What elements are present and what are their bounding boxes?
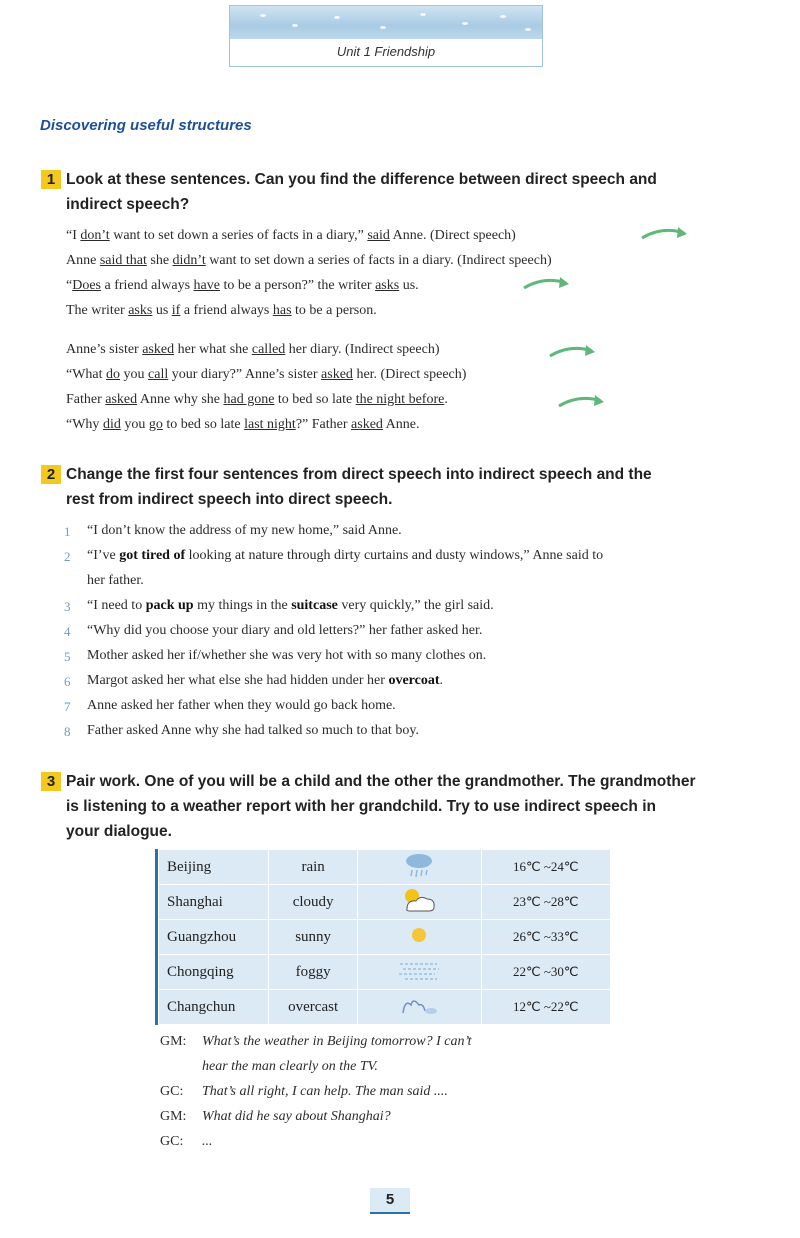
exercise-3-heading-line-1: Pair work. One of you will be a child and the other the grandmother. The grandmother (66, 773, 696, 790)
underlined-word: said that (99, 253, 147, 268)
sentence-text: “What (66, 367, 107, 382)
list-item (87, 523, 402, 539)
keyword: suitcase (291, 598, 338, 613)
speaker-label: GM: (160, 1034, 187, 1049)
exercise-2-number: 2 (41, 465, 61, 484)
underlined-word: if (171, 303, 181, 318)
city-cell: Chongqing (159, 955, 269, 990)
keyword: overcoat (388, 673, 440, 688)
green-arrow-icon (640, 224, 690, 244)
speaker-label: GC: (160, 1134, 184, 1149)
table-row (159, 920, 611, 955)
sentence-text: Father (66, 392, 106, 407)
underlined-word: asked (351, 417, 383, 432)
overcast-icon (399, 1005, 439, 1021)
underlined-word: called (251, 342, 286, 357)
item-text: “I don’t know the address of my new home,” said Anne. (87, 523, 402, 538)
item-number: 1 (64, 524, 71, 539)
temperature-cell: 26℃ ~33℃ (481, 920, 610, 955)
item-text: looking at nature through dirty curtains and dusty windows,” Anne said to (185, 548, 604, 563)
sentence-text: you (120, 417, 149, 432)
underlined-word: last night (244, 417, 296, 432)
sun-cloud-icon (399, 901, 439, 917)
exercise-2-heading-line-2: rest from indirect speech into direct speech. (66, 491, 393, 508)
section-title: Discovering useful structures (40, 117, 252, 134)
dialogue-line: What did he say about Shanghai? (202, 1109, 391, 1124)
green-arrow-icon (548, 342, 598, 362)
icon-cell (357, 850, 481, 885)
sentence-text: her. (Direct speech) (352, 367, 467, 382)
icon-cell (357, 955, 481, 990)
sentence-text: a friend always (101, 278, 194, 293)
sentence-text: a friend always (180, 303, 273, 318)
item-number: 4 (64, 624, 71, 639)
item-text: Margot asked her what else she had hidden under her (87, 673, 389, 688)
exercise-3-heading-line-2: is listening to a weather report with her grandchild. Try to use indirect speech in (66, 798, 656, 815)
underlined-word: didn’t (172, 253, 206, 268)
weather-cell: sunny (269, 920, 357, 955)
underlined-word: asked (142, 342, 175, 357)
item-text: “I need to (87, 598, 146, 613)
exercise-3-heading-line-3: your dialogue. (66, 823, 172, 840)
list-item (87, 698, 396, 714)
weather-cell: overcast (269, 990, 357, 1025)
item-text: my things in the (193, 598, 292, 613)
dialogue-line: That’s all right, I can help. The man said .... (202, 1084, 448, 1099)
underlined-word: asks (375, 278, 400, 293)
list-item (87, 598, 494, 614)
sentence-text: us (152, 303, 172, 318)
table-row (159, 850, 611, 885)
temperature-cell: 23℃ ~28℃ (481, 885, 610, 920)
sentence-text: Anne why she (137, 392, 224, 407)
sentence-text: . (444, 392, 448, 407)
sentence-text: you (120, 367, 149, 382)
item-text: Father asked Anne why she had talked so much to that boy. (87, 723, 419, 738)
temperature-cell: 12℃ ~22℃ (481, 990, 610, 1025)
weather-cell: foggy (269, 955, 357, 990)
dialogue-line: hear the man clearly on the TV. (202, 1059, 378, 1074)
sentence-text: Anne. (382, 417, 420, 432)
weather-cell: cloudy (269, 885, 357, 920)
sentence-text: her diary. (Indirect speech) (285, 342, 440, 357)
item-number: 6 (64, 674, 71, 689)
sentence-text: ?” Father (295, 417, 352, 432)
temperature-cell: 16℃ ~24℃ (481, 850, 610, 885)
sentence-text: to be a person?” the writer (219, 278, 376, 293)
water-drops-image (230, 6, 542, 39)
exercise-1-group-2-sentence (66, 342, 439, 358)
sentence-text: her what she (174, 342, 252, 357)
fog-icon (397, 969, 441, 985)
underlined-word: don’t (80, 228, 110, 243)
sentence-text: “ (66, 278, 73, 293)
green-arrow-icon (557, 392, 607, 412)
item-text: . (439, 673, 443, 688)
sentence-text: Anne’s sister (66, 342, 143, 357)
dialogue-line: ... (202, 1134, 213, 1149)
table-row (159, 990, 611, 1025)
sentence-text: she (146, 253, 173, 268)
underlined-word: do (106, 367, 121, 382)
exercise-1-group-1-sentence (66, 228, 516, 244)
item-number: 5 (64, 649, 71, 664)
item-text: “I’ve (87, 548, 120, 563)
list-item (87, 623, 482, 639)
city-cell: Beijing (159, 850, 269, 885)
sentence-text: to bed so late (162, 417, 245, 432)
exercise-1-heading-line-2: indirect speech? (66, 196, 190, 213)
item-text: Mother asked her if/whether she was very hot with so many clothes on. (87, 648, 487, 663)
underlined-word: Does (72, 278, 101, 293)
sentence-text: The writer (66, 303, 129, 318)
item-text: Anne asked her father when they would go back home. (87, 698, 396, 713)
exercise-1-group-2-sentence (66, 392, 448, 408)
item-number: 7 (64, 699, 71, 714)
page-number: 5 (370, 1188, 410, 1214)
underlined-word: go (148, 417, 163, 432)
sentence-text: to bed so late (274, 392, 356, 407)
exercise-2-heading-line-1: Change the first four sentences from direct speech into indirect speech and the (66, 466, 652, 483)
underlined-word: call (148, 367, 169, 382)
exercise-1-group-1-sentence (66, 303, 377, 319)
city-cell: Changchun (159, 990, 269, 1025)
keyword: pack up (145, 598, 194, 613)
unit-title: Unit 1 Friendship (336, 44, 436, 59)
item-number: 3 (64, 599, 71, 614)
underlined-word: said (367, 228, 390, 243)
item-number: 8 (64, 724, 71, 739)
underlined-word: had gone (223, 392, 275, 407)
unit-banner (229, 5, 543, 67)
list-item-continuation: her father. (87, 573, 144, 588)
exercise-1-heading-line-1: Look at these sentences. Can you find the difference between direct speech and (66, 171, 657, 188)
city-cell: Guangzhou (159, 920, 269, 955)
list-item (87, 548, 603, 564)
table-row (159, 955, 611, 990)
underlined-word: have (193, 278, 220, 293)
speaker-label: GC: (160, 1084, 184, 1099)
sentence-text: to be a person. (291, 303, 377, 318)
icon-cell (357, 990, 481, 1025)
list-item (87, 723, 419, 739)
item-text: “Why did you choose your diary and old letters?” her father asked her. (87, 623, 483, 638)
sentence-text: Anne. (Direct speech) (389, 228, 516, 243)
item-number: 2 (64, 549, 71, 564)
underlined-word: the night before (355, 392, 445, 407)
list-item (87, 673, 443, 689)
exercise-1-group-1-sentence (66, 253, 552, 269)
dialogue-line: What’s the weather in Beijing tomorrow? I can’t (202, 1034, 472, 1049)
item-text: very quickly,” the girl said. (337, 598, 494, 613)
keyword: got tired of (119, 548, 186, 563)
sentence-text: “Why (66, 417, 103, 432)
underlined-word: asked (321, 367, 353, 382)
underlined-word: asks (128, 303, 153, 318)
city-cell: Shanghai (159, 885, 269, 920)
sentence-text: us. (399, 278, 419, 293)
exercise-3-number: 3 (41, 772, 61, 791)
weather-cell: rain (269, 850, 357, 885)
green-arrow-icon (522, 274, 572, 294)
rain-cloud-icon (402, 866, 436, 882)
sentence-text: “I (66, 228, 81, 243)
underlined-word: did (102, 417, 121, 432)
sentence-text: want to set down a series of facts in a diary,” (109, 228, 368, 243)
underlined-word: has (272, 303, 292, 318)
sentence-text: Anne (66, 253, 100, 268)
temperature-cell: 22℃ ~30℃ (481, 955, 610, 990)
table-row (159, 885, 611, 920)
list-item (87, 648, 486, 664)
icon-cell (357, 885, 481, 920)
speaker-label: GM: (160, 1109, 187, 1124)
exercise-1-number: 1 (41, 170, 61, 189)
sun-icon (409, 933, 429, 949)
exercise-1-group-1-sentence (66, 278, 419, 294)
sentence-text: your diary?” Anne’s sister (168, 367, 322, 382)
icon-cell (357, 920, 481, 955)
exercise-1-group-2-sentence (66, 367, 466, 383)
exercise-1-group-2-sentence (66, 417, 419, 433)
underlined-word: asked (105, 392, 138, 407)
weather-table (158, 849, 611, 1025)
sentence-text: want to set down a series of facts in a diary. (Indirect speech) (205, 253, 552, 268)
